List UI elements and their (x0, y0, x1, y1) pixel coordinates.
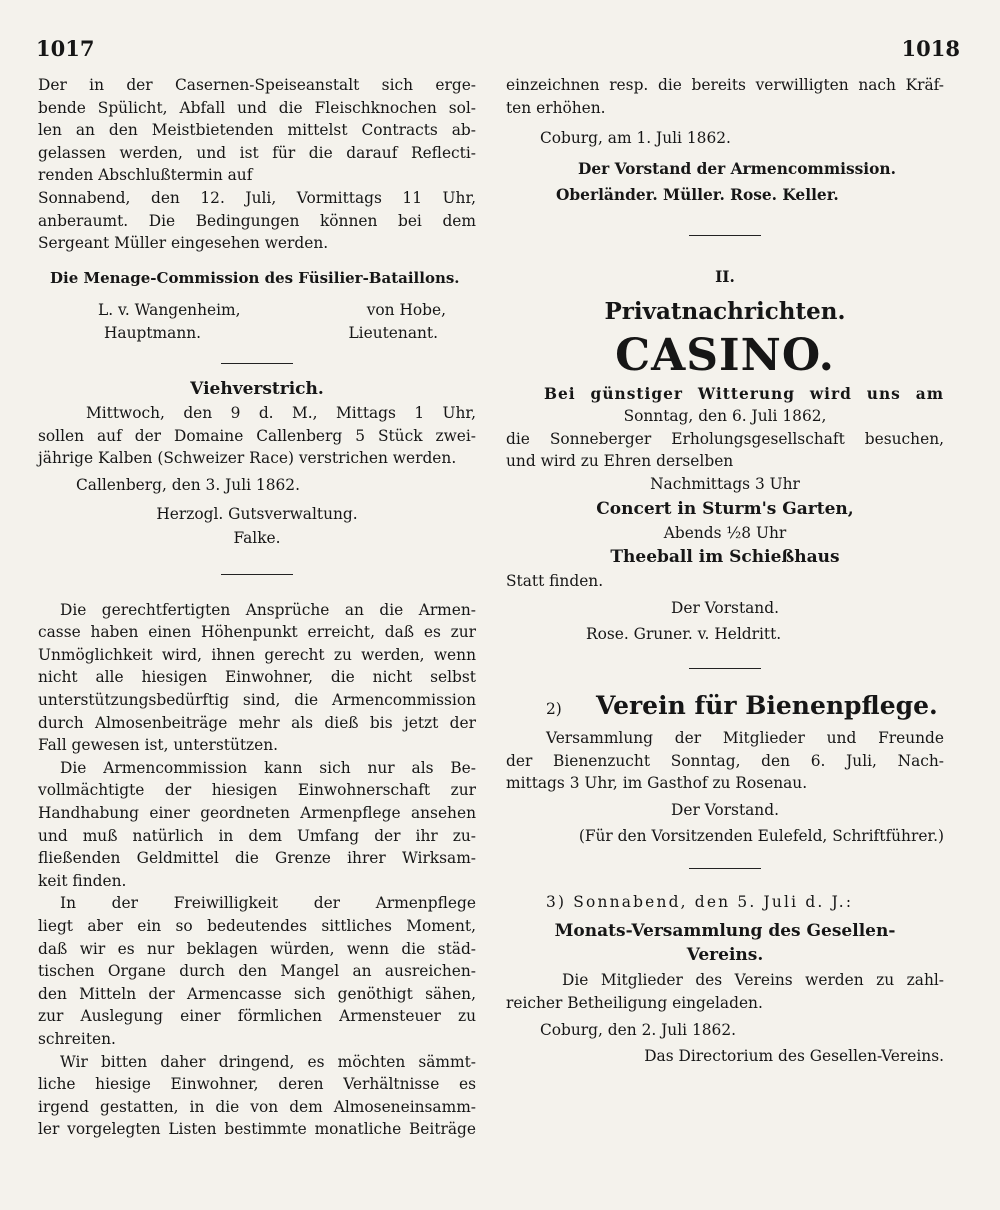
text-line: mittags 3 Uhr, im Gasthof zu Rosenau. (506, 774, 808, 793)
text-line: fließenden Geldmittel die Grenze ihrer Wirksam- (38, 849, 476, 868)
text-line: Der in der Casernen-Speiseanstalt sich erge- (38, 76, 476, 94)
text-line: liegt aber ein so bedeutendes sittliches Moment, (38, 917, 476, 935)
text-line: vollmächtigte der hiesigen Einwohnerschaft zur (38, 781, 476, 800)
notice-poor-relief (38, 599, 476, 1141)
board-signature: Der Vorstand der Armencommission. (578, 159, 896, 178)
text-line: Bei günstiger Witterung wird uns am (544, 384, 944, 403)
text-line: anberaumt. Die Bedingungen können bei dem (38, 211, 476, 230)
event-time: Abends ½8 Uhr (663, 523, 787, 542)
signature-roles (38, 322, 476, 345)
place-date: Callenberg, den 3. Juli 1862. (76, 475, 300, 494)
text-line: casse haben einen Höhenpunkt erreicht, daß es zur (38, 623, 476, 642)
text-line: Versammlung der Mitglieder und Freunde (546, 728, 944, 747)
event-concert: Concert in Sturm's Garten, (596, 498, 854, 519)
board-names: Oberländer. Müller. Rose. Keller. (556, 186, 839, 205)
place-date: Coburg, am 1. Juli 1862. (540, 129, 731, 148)
text-line: Wir bitten daher dringend, es möchten sämmt- (60, 1052, 476, 1071)
item-3-signature: Das Directorium des Gesellen-Vereins. (644, 1047, 944, 1066)
text-line: jährige Kalben (Schweizer Race) verstrichen werden. (38, 449, 457, 468)
text-line: Die Armencommission kann sich nur als Be- (60, 758, 476, 777)
text-line: renden Abschlußtermin auf (38, 166, 253, 185)
divider (689, 668, 761, 669)
left-column (38, 74, 476, 1141)
text-line: reicher Betheiligung eingeladen. (506, 994, 763, 1013)
text-line: gelassen werden, und ist für die darauf Reflecti- (38, 143, 476, 162)
place-date: Coburg, den 2. Juli 1862. (540, 1020, 737, 1039)
heading-cattle-sale: Viehverstrich. (190, 378, 324, 399)
text-line: len an den Meistbietenden mittelst Contracts ab- (38, 121, 476, 140)
text-line: sollen auf der Domaine Callenberg 5 Stück zwei- (38, 426, 476, 445)
text-line: und wird zu Ehren derselben (506, 452, 734, 471)
text-line: bende Spülicht, Abfall und die Fleischknochen sol- (38, 98, 476, 117)
item-3-title: Monats-Versammlung des Gesellen- (554, 921, 896, 942)
event-ball: Theeball im Schießhaus (610, 547, 840, 568)
text-line: Unmöglichkeit wird, ihnen gerecht zu werden, wenn (38, 645, 476, 664)
casino-title: CASINO. (615, 329, 835, 381)
section-title: Privatnachrichten. (604, 297, 846, 325)
text-line: In der Freiwilligkeit der Armenpflege (60, 894, 476, 913)
signer-role: Lieutenant. (348, 323, 438, 342)
notice-kitchen-waste (38, 74, 476, 255)
item-2-board: Der Vorstand. (671, 800, 779, 819)
text-line: und muß natürlich in dem Umfang der ihr zu- (38, 826, 476, 845)
text-line: Sonntag, den 6. Juli 1862, (623, 407, 827, 426)
text-line: tischen Organe durch den Mangel an ausreichen- (38, 962, 476, 981)
divider (221, 574, 293, 575)
section-number: II. (715, 267, 735, 286)
casino-board: Der Vorstand. (671, 598, 779, 617)
signature-names (38, 299, 476, 322)
text-line: Statt finden. (506, 572, 604, 591)
signer-name: L. v. Wangenheim, (98, 301, 241, 320)
text-line: zur Auslegung einer förmlichen Armensteuer zu (38, 1007, 476, 1026)
divider (689, 868, 761, 869)
text-line: den Mitteln der Armencasse sich genöthigt sähen, (38, 984, 476, 1003)
item-3-notice (506, 969, 944, 1014)
item-2-heading (506, 691, 944, 721)
event-time: Nachmittags 3 Uhr (650, 474, 800, 493)
commission-signature: Die Menage-Commission des Füsilier-Bataillons. (50, 268, 460, 287)
text-line: unterstützungsbedürftig sind, die Armencommission (38, 691, 476, 710)
text-line: durch Almosenbeiträge mehr als dieß bis jetzt der (38, 713, 476, 732)
item-2-signature: (Für den Vorsitzenden Eulefeld, Schriftführer.) (578, 827, 944, 846)
signer-role: Hauptmann. (104, 323, 202, 342)
text-line: ten erhöhen. (506, 98, 606, 117)
text-line: nicht alle hiesigen Einwohner, die nicht selbst (38, 668, 476, 687)
text-line: die Sonneberger Erholungsgesellschaft besuchen, (506, 429, 944, 448)
page-number-left: 1017 (36, 36, 95, 61)
casino-notice (506, 383, 944, 646)
text-line: Die gerechtfertigten Ansprüche an die Armen- (60, 600, 476, 619)
text-line: daß wir es nur beklagen würden, wenn die städ- (38, 939, 476, 958)
text-line: liche hiesige Einwohner, deren Verhältnisse es (38, 1075, 476, 1094)
divider (221, 363, 293, 364)
divider (689, 235, 761, 236)
item-2-title: Verein für Bienenpflege. (596, 690, 938, 720)
office-signature: Herzogl. Gutsverwaltung. (156, 504, 358, 523)
signer-name: von Hobe, (366, 301, 446, 320)
text-line: keit finden. (38, 871, 127, 890)
page-number-right: 1018 (901, 36, 960, 61)
text-line: Sergeant Müller eingesehen werden. (38, 234, 329, 253)
text-line: Fall gewesen ist, unterstützen. (38, 736, 279, 755)
notice-cattle-sale (38, 402, 476, 470)
casino-names: Rose. Gruner. v. Heldritt. (586, 625, 782, 644)
text-line: Die Mitglieder des Vereins werden zu zahl- (562, 971, 944, 990)
text-line: irgend gestatten, in die von dem Almoseneinsamm- (38, 1097, 476, 1116)
right-column (506, 74, 944, 1068)
text-line: Sonnabend, den 12. Juli, Vormittags 11 Uhr, (38, 188, 476, 207)
text-line: der Bienenzucht Sonntag, den 6. Juli, Nach- (506, 751, 944, 770)
item-3-heading: 3) Sonnabend, den 5. Juli d. J.: (546, 892, 854, 911)
item-2-notice (506, 727, 944, 795)
signer-name: Falke. (233, 529, 281, 548)
text-line: schreiten. (38, 1029, 116, 1048)
item-3-title: Vereins. (686, 945, 764, 966)
text-line: Mittwoch, den 9 d. M., Mittags 1 Uhr, (86, 404, 476, 423)
item-number: 2) (546, 699, 562, 718)
text-line: ler vorgelegten Listen bestimmte monatliche Beiträge (38, 1120, 476, 1139)
text-line: Handhabung einer geordneten Armenpflege ansehen (38, 804, 476, 823)
text-line: einzeichnen resp. die bereits verwilligten nach Kräf- (506, 76, 944, 94)
